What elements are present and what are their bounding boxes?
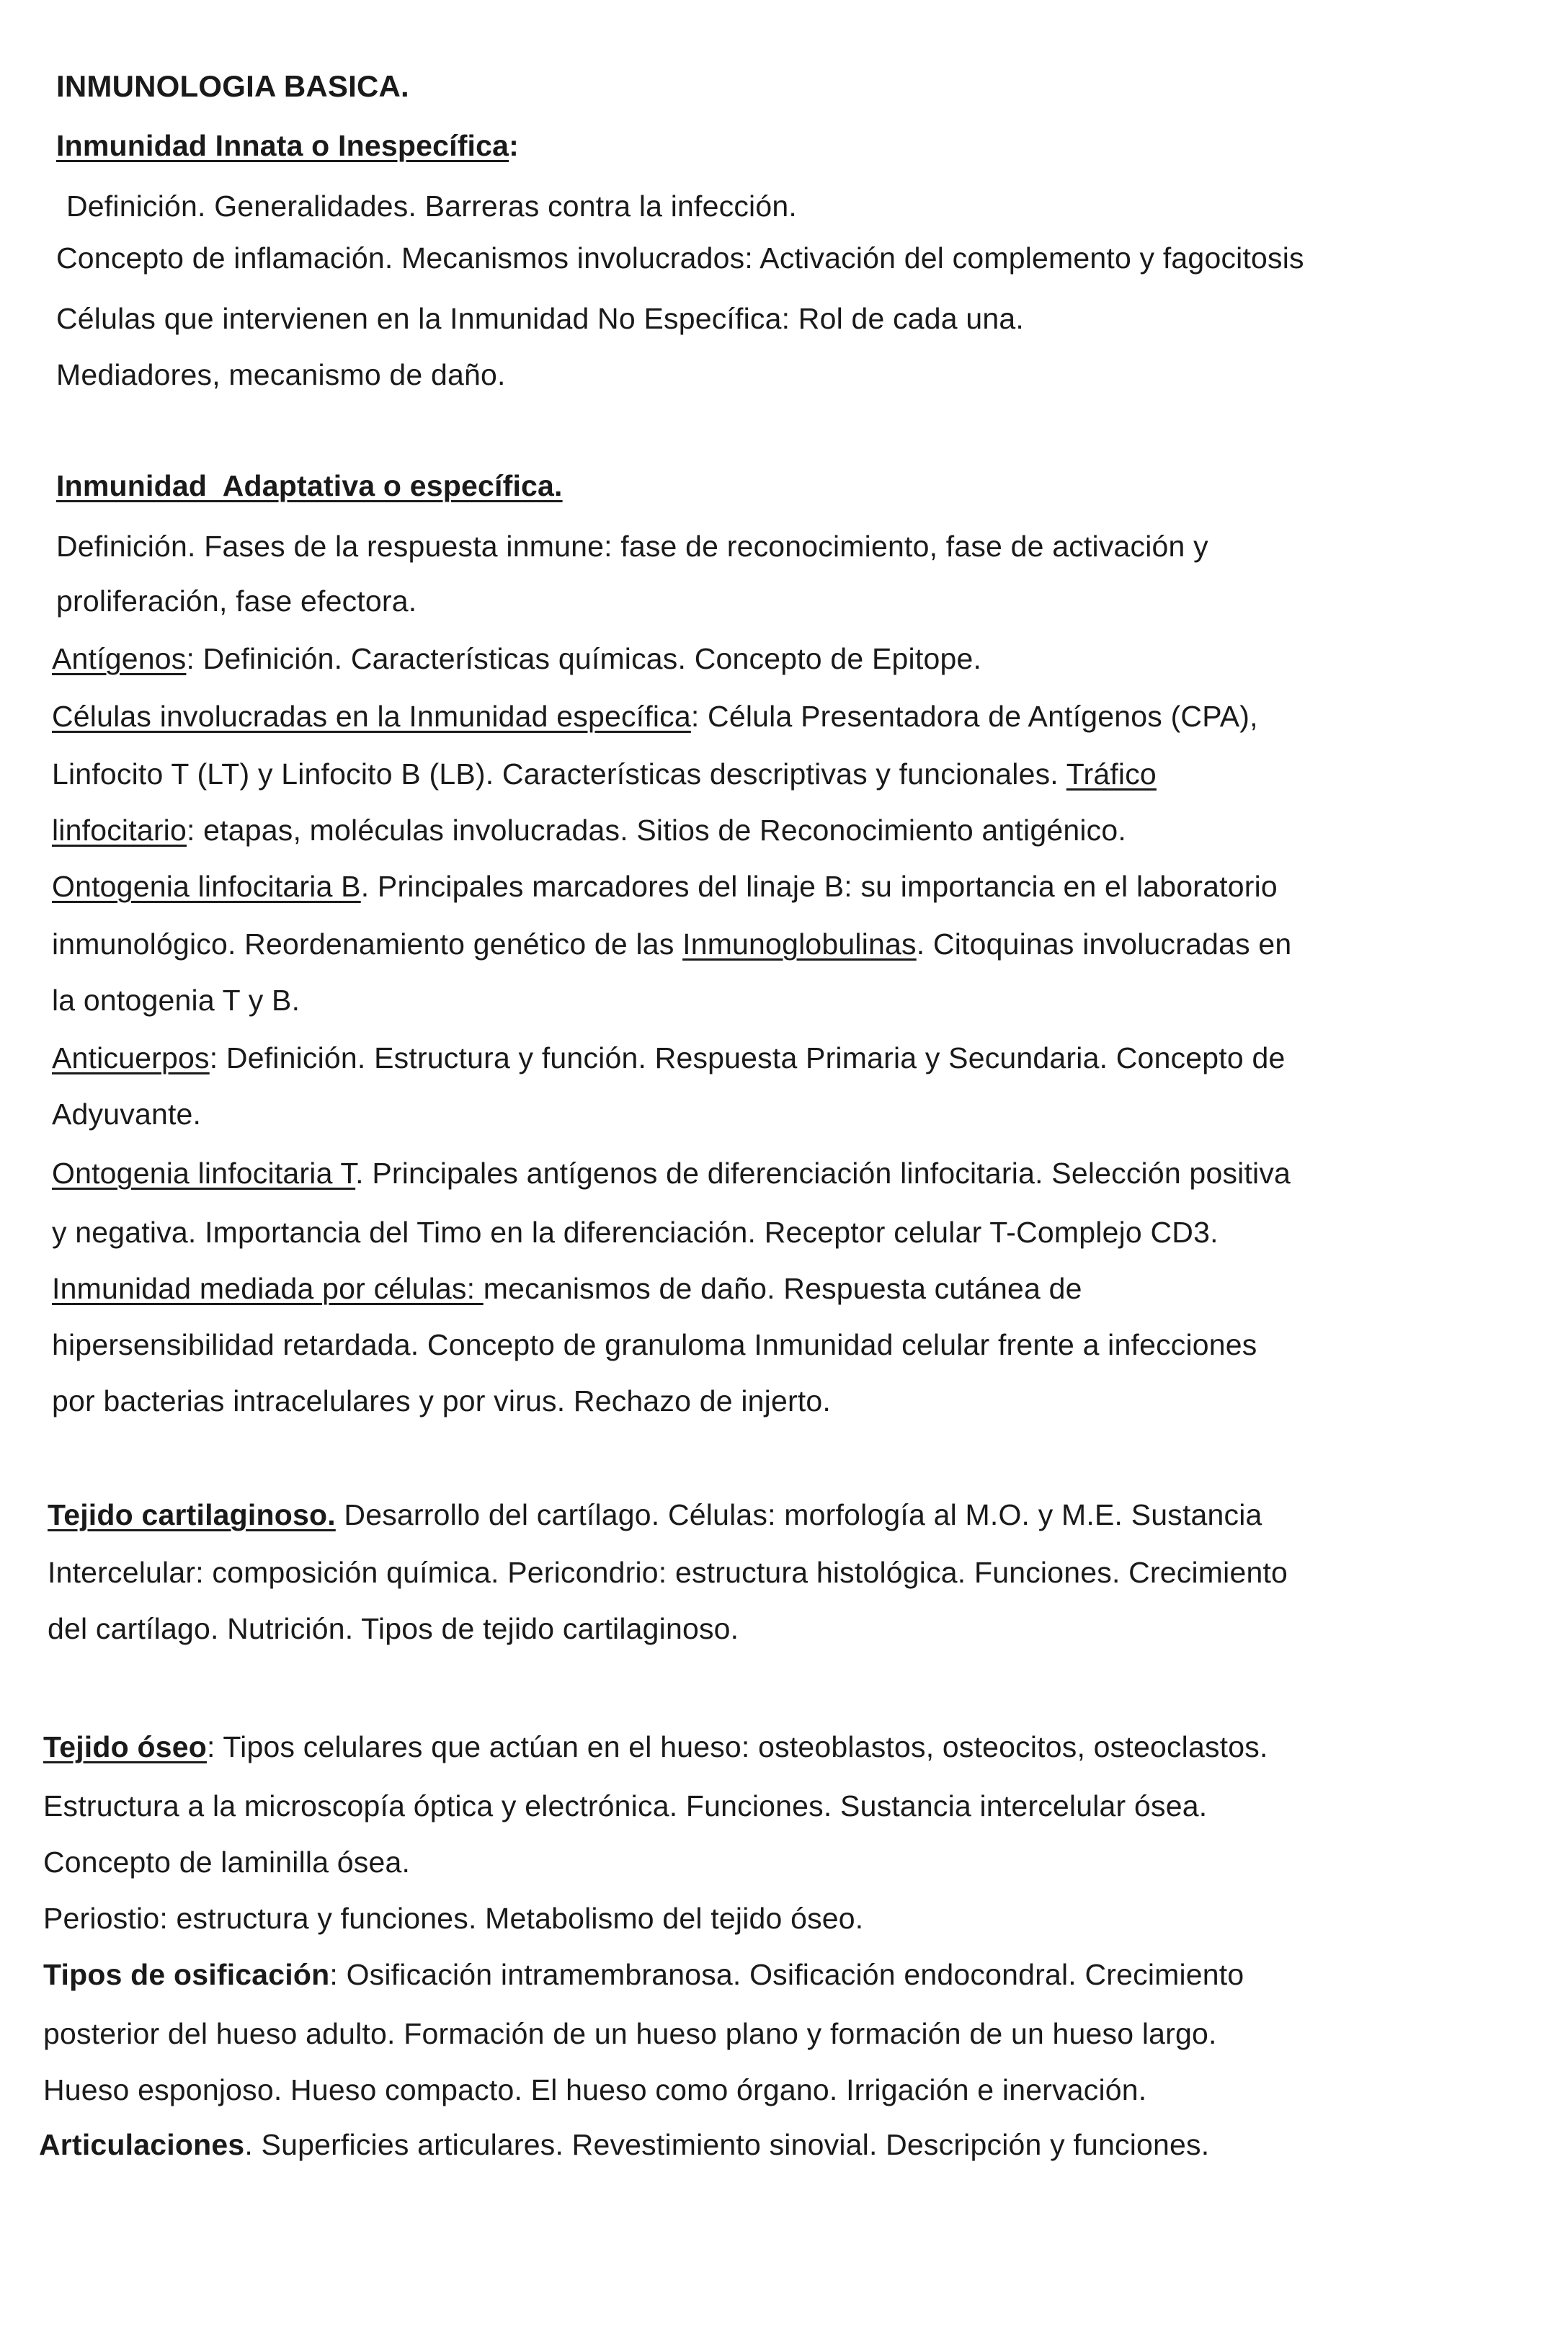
trafico-line: linfocitario: etapas, moléculas involucradas. Sitios de Reconocimiento antigénico. — [52, 814, 1126, 847]
text-line: y negativa. Importancia del Timo en la diferenciación. Receptor celular T-Complejo CD3. — [52, 1216, 1219, 1249]
text-line: por bacterias intracelulares y por virus. Rechazo de injerto. — [52, 1384, 831, 1417]
oseo-line: Tejido óseo: Tipos celulares que actúan en el hueso: osteoblastos, osteocitos, osteoclastos. — [43, 1730, 1268, 1763]
text-line: Estructura a la microscopía óptica y electrónica. Funciones. Sustancia intercelular ósea. — [43, 1789, 1208, 1822]
ontogenia-t-line: Ontogenia linfocitaria T. Principales antígenos de diferenciación linfocitaria. Selección positiva — [52, 1157, 1291, 1190]
mediada-line: Inmunidad mediada por células: mecanismos de daño. Respuesta cutánea de — [52, 1272, 1082, 1305]
celulas-label: Células involucradas en la Inmunidad específica — [52, 700, 691, 733]
ontogenia-b-line: Ontogenia linfocitaria B. Principales marcadores del linaje B: su importancia en el laboratorio — [52, 870, 1278, 903]
trafico-label: Tráfico — [1066, 757, 1157, 791]
ontogenia-t-label: Ontogenia linfocitaria T — [52, 1157, 356, 1190]
cartilago-line: Tejido cartilaginoso. Desarrollo del cartílago. Células: morfología al M.O. y M.E. Sustancia — [48, 1498, 1262, 1531]
articulaciones-label: Articulaciones — [39, 2128, 245, 2161]
text-line: Mediadores, mecanismo de daño. — [56, 358, 506, 391]
text-line: la ontogenia T y B. — [52, 984, 300, 1017]
text-line: hipersensibilidad retardada. Concepto de granuloma Inmunidad celular frente a infecciones — [52, 1328, 1257, 1361]
text-line: Definición. Fases de la respuesta inmune: fase de reconocimiento, fase de activación y — [56, 530, 1208, 563]
document-title: INMUNOLOGIA BASICA. — [56, 69, 409, 103]
ontogenia-b-line-2: inmunológico. Reordenamiento genético de las Inmunoglobulinas. Citoquinas involucradas en — [52, 927, 1292, 961]
text-line: proliferación, fase efectora. — [56, 584, 417, 618]
celulas-line: Células involucradas en la Inmunidad específica: Célula Presentadora de Antígenos (CPA), — [52, 700, 1258, 733]
text-line: Concepto de laminilla ósea. — [43, 1846, 411, 1879]
text-line: Intercelular: composición química. Pericondrio: estructura histológica. Funciones. Crecimiento — [48, 1556, 1288, 1589]
osificacion-line: Tipos de osificación: Osificación intramembranosa. Osificación endocondral. Crecimiento — [43, 1958, 1244, 1991]
innata-heading: Inmunidad Innata o Inespecífica — [56, 129, 509, 162]
inmunoglobulinas-label: Inmunoglobulinas — [682, 927, 917, 961]
anticuerpos-line: Anticuerpos: Definición. Estructura y función. Respuesta Primaria y Secundaria. Concepto de — [52, 1041, 1286, 1074]
text-line: Células que intervienen en la Inmunidad No Específica: Rol de cada una. — [56, 302, 1024, 335]
articulaciones-line: Articulaciones. Superficies articulares. Revestimiento sinovial. Descripción y funciones. — [39, 2128, 1210, 2161]
section-heading-adaptativa: Inmunidad Adaptativa o específica. — [56, 469, 563, 502]
osificacion-label: Tipos de osificación — [43, 1958, 330, 1991]
antigenos-line: Antígenos: Definición. Características químicas. Concepto de Epitope. — [52, 642, 982, 675]
ontogenia-b-label: Ontogenia linfocitaria B — [52, 870, 361, 903]
trafico-label-2: linfocitario — [52, 814, 187, 847]
celulas-line-2: Linfocito T (LT) y Linfocito B (LB). Características descriptivas y funcionales. Tráfico — [52, 757, 1157, 791]
text-line: Periostio: estructura y funciones. Metabolismo del tejido óseo. — [43, 1902, 864, 1935]
section-heading-oseo: Tejido óseo — [43, 1730, 207, 1763]
anticuerpos-label: Anticuerpos — [52, 1041, 210, 1074]
text-line: del cartílago. Nutrición. Tipos de tejido cartilaginoso. — [48, 1612, 739, 1645]
section-heading-cartilago: Tejido cartilaginoso. — [48, 1498, 336, 1531]
section-heading-innata: Inmunidad Innata o Inespecífica: — [56, 129, 520, 162]
text-line: Concepto de inflamación. Mecanismos involucrados: Activación del complemento y fagocitosis — [56, 241, 1304, 275]
text-line: posterior del hueso adulto. Formación de un hueso plano y formación de un hueso largo. — [43, 2017, 1217, 2050]
antigenos-label: Antígenos — [52, 642, 187, 675]
text-line: Definición. Generalidades. Barreras contra la infección. — [66, 190, 797, 223]
text-line: Adyuvante. — [52, 1098, 202, 1131]
mediada-label: Inmunidad mediada por células: — [52, 1272, 484, 1305]
text-line: Hueso esponjoso. Hueso compacto. El hueso como órgano. Irrigación e inervación. — [43, 2073, 1147, 2106]
